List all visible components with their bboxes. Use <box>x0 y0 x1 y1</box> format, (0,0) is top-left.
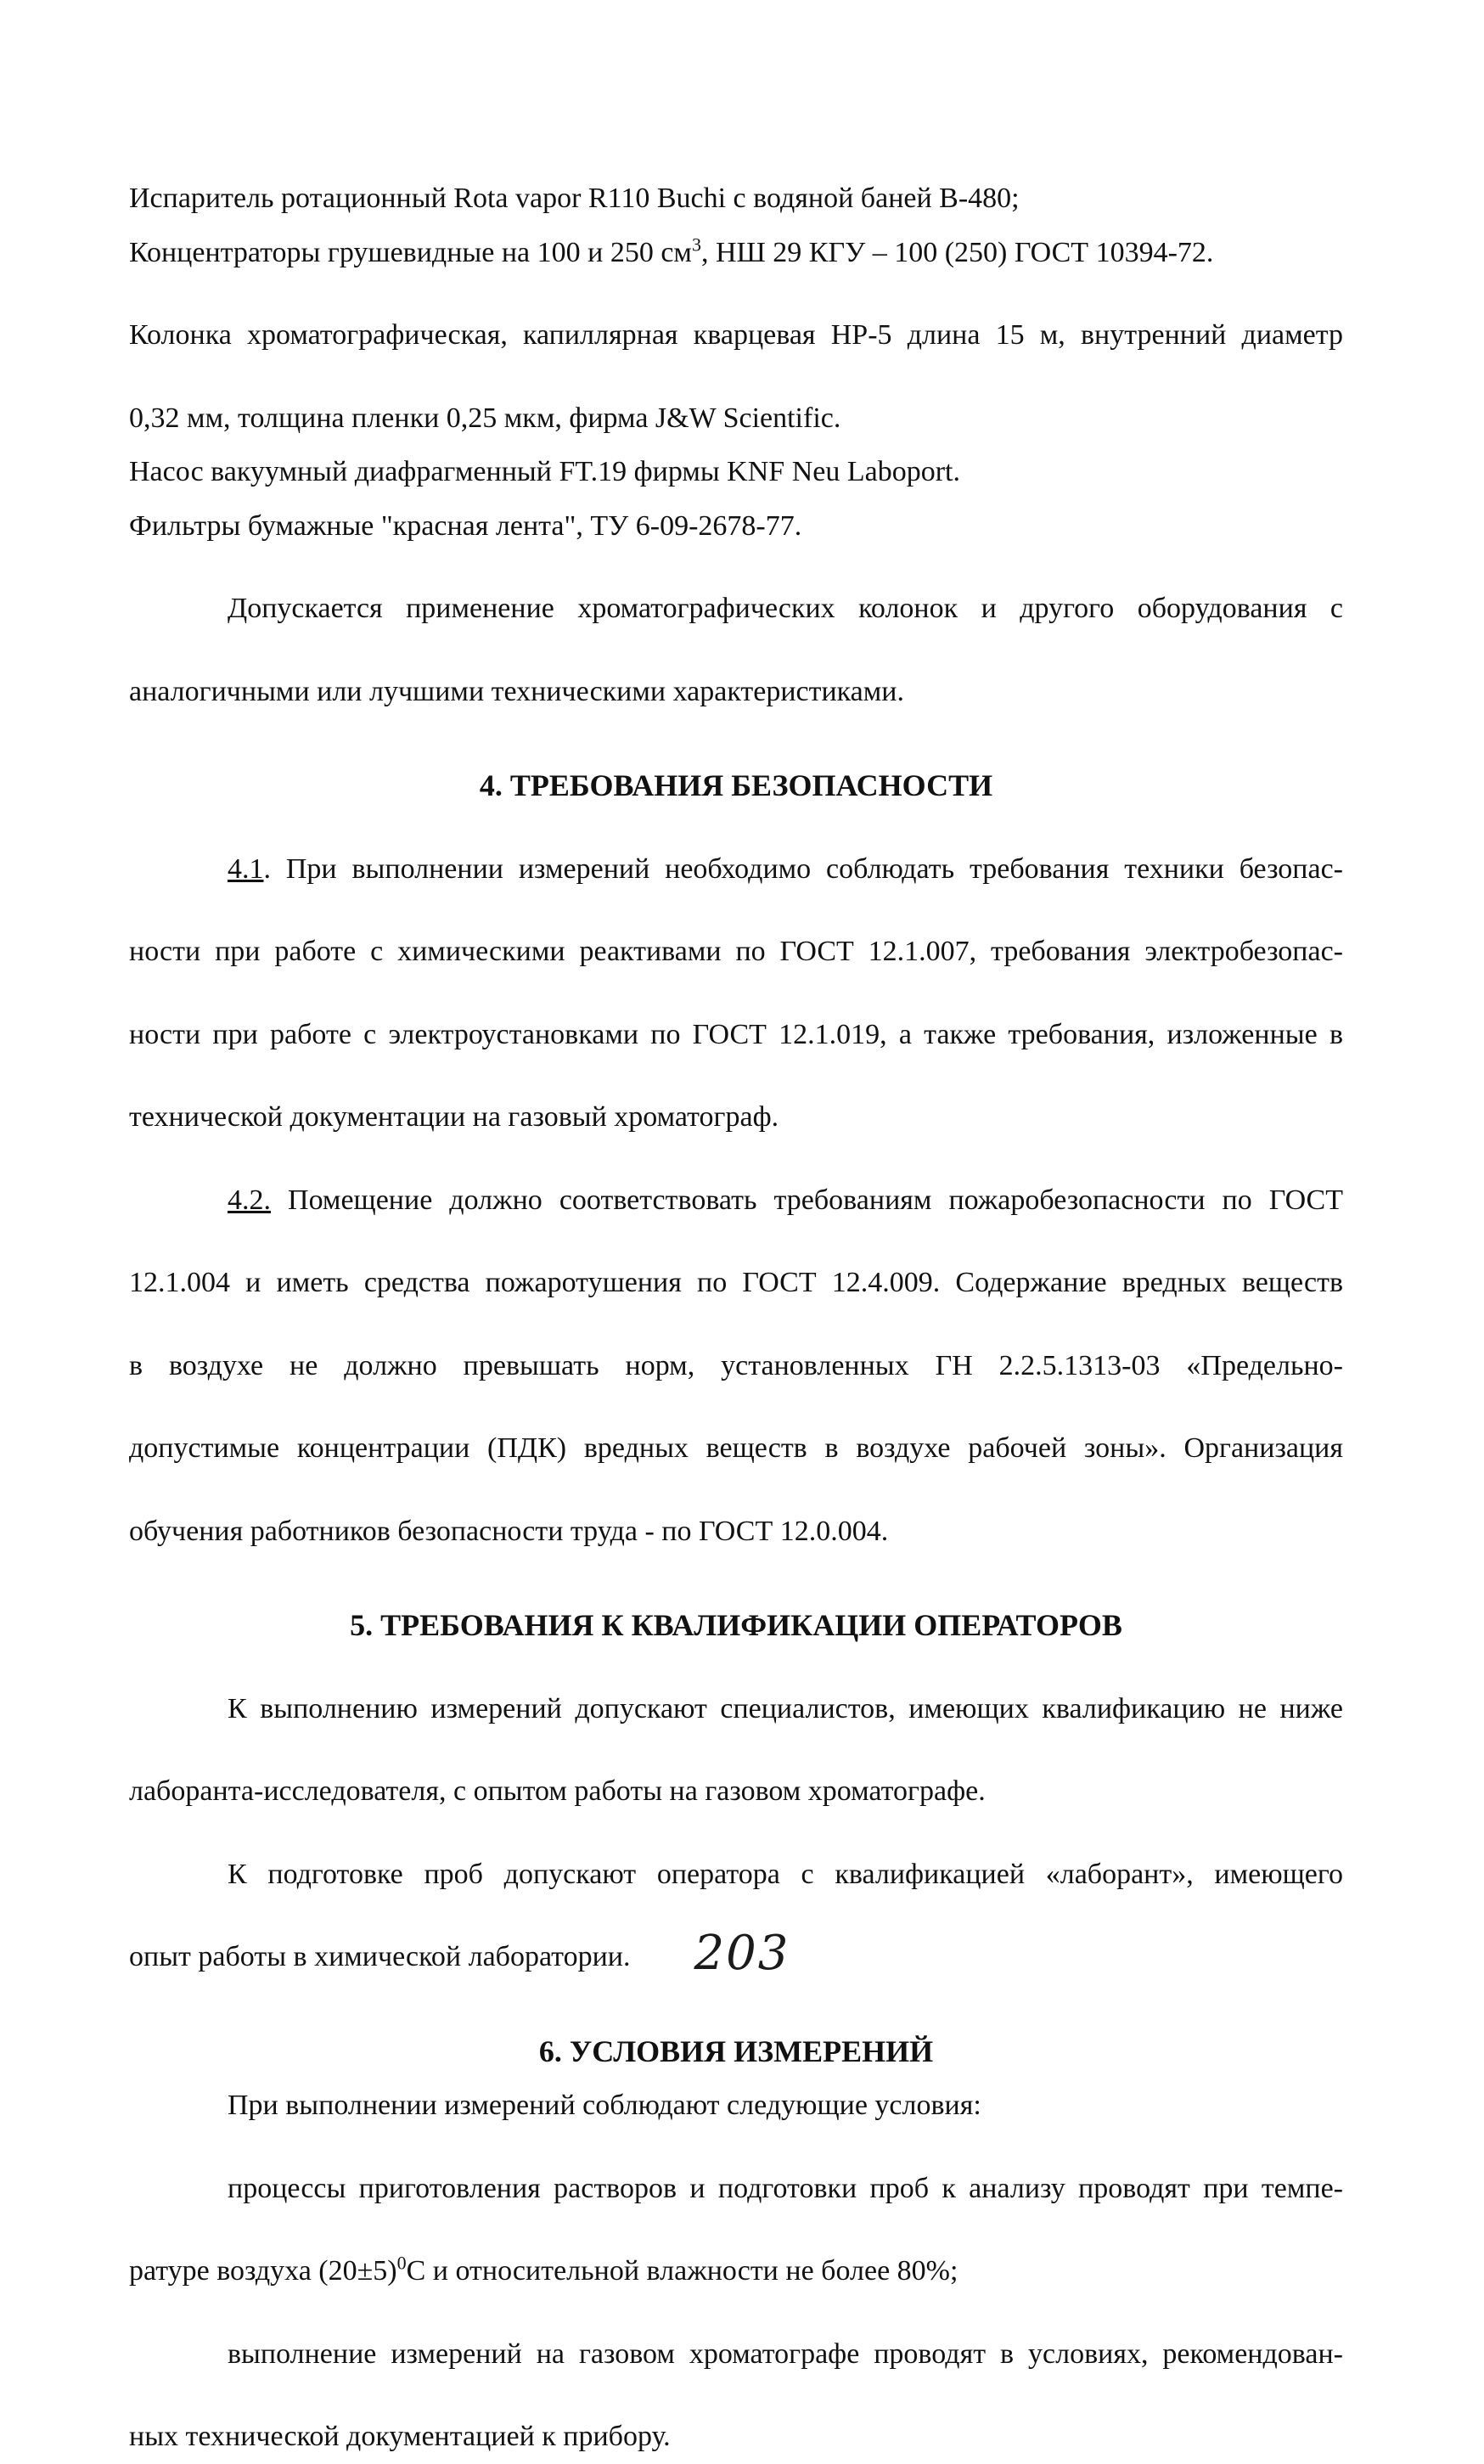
equipment-pump: Насос вакуумный диафрагменный FT.19 фирмы KNF Neu Laboport. <box>129 456 960 487</box>
spacer <box>129 1558 1343 1599</box>
section-4-p2-text: Помещение должно соответствовать требованиям пожаробезопасности по ГОСТ <box>271 1184 1343 1216</box>
concentrators-text: Концентраторы грушевидные на 100 и 250 см <box>129 236 692 268</box>
section-4-p2-line3: в воздухе не должно превышать норм, установленных ГН 2.2.5.1313-03 «Предельно- <box>129 1349 1343 1381</box>
section-6-p2-line1: выполнение измерений на газовом хроматографе проводят в условиях, рекомендован- <box>228 2337 1343 2370</box>
equipment-allowed-line1: Допускается применение хроматографических колонок и другого оборудования с <box>228 593 1343 624</box>
equipment-concentrators <box>129 226 1343 280</box>
section-4-p2-line5: обучения работников безопасности труда - по ГОСТ 12.0.004. <box>129 1515 889 1547</box>
equipment-evaporator: Испаритель ротационный Rota vapor R110 Buchi с водяной баней В-480; <box>129 183 1020 214</box>
equipment-column-line1: Колонка хроматографическая, капиллярная кварцевая HP-5 длина 15 м, внутренний диаметр <box>129 319 1343 351</box>
clause-number-4-2: 4.2. <box>228 1184 271 1216</box>
section-5-p1-line1: К выполнению измерений допускают специалистов, имеющих квалификацию не ниже <box>228 1692 1343 1724</box>
section-6-p1-line2 <box>129 2244 1343 2298</box>
spacer <box>129 718 1343 759</box>
section-6-p2-line2: ных технической документацией к прибору. <box>129 2421 671 2452</box>
section-4-heading: 4. ТРЕБОВАНИЯ БЕЗОПАСНОСТИ <box>479 768 993 802</box>
section-4-p1-text: . При выполнении измерений необходимо соблюдать требования техники безопас- <box>263 852 1343 885</box>
section-4-p1-line2: ности при работе с химическими реактивами по ГОСТ 12.1.007, требования электробезопас- <box>129 936 1343 967</box>
section-5-p2-line2: опыт работы в химической лаборатории. <box>129 1941 631 1972</box>
degree-superscript: 0 <box>396 2252 407 2274</box>
page-number: 203 <box>694 1926 790 1981</box>
section-5-heading: 5. ТРЕБОВАНИЯ К КВАЛИФИКАЦИИ ОПЕРАТОРОВ <box>350 1608 1122 1642</box>
section-5-p1-line2: лаборанта-исследователя, с опытом работы на газовом хроматографе. <box>129 1775 986 1807</box>
concentrators-superscript: 3 <box>691 233 701 256</box>
temperature-text: ратуре воздуха (20±5) <box>129 2255 397 2287</box>
equipment-allowed-line2: аналогичными или лучшими техническими характеристиками. <box>129 675 904 707</box>
concentrators-text-end: , НШ 29 КГУ – 100 (250) ГОСТ 10394-72. <box>700 236 1214 268</box>
spacer <box>129 1984 1343 2025</box>
section-4-p2-line2: 12.1.004 и иметь средства пожаротушения по ГОСТ 12.4.009. Содержание вредных веществ <box>129 1267 1343 1298</box>
document-body <box>129 172 1343 2464</box>
equipment-column-line2: 0,32 мм, толщина пленки 0,25 мкм, фирма J&W Scientific. <box>129 402 841 434</box>
section-4-p2-line4: допустимые концентрации (ПДК) вредных веществ в воздухе рабочей зоны». Организация <box>129 1432 1343 1464</box>
section-6-p1-line1: процессы приготовления растворов и подготовки проб к анализу проводят при темпе- <box>228 2172 1343 2204</box>
temperature-text-end: С и относительной влажности не более 80%; <box>406 2255 958 2287</box>
section-4-p1-line4: технической документации на газовый хроматограф. <box>129 1101 779 1133</box>
equipment-filters: Фильтры бумажные "красная лента", ТУ 6-09-2678-77. <box>129 509 802 542</box>
clause-number-4-1: 4.1 <box>228 852 264 885</box>
section-5-p2-line1: К подготовке проб допускают оператора с квалификацией «лаборант», имеющего <box>228 1858 1343 1890</box>
section-4-p1-line1 <box>129 842 1343 897</box>
section-4-p2-line1 <box>129 1173 1343 1228</box>
section-6-intro: При выполнении измерений соблюдают следующие условия: <box>228 2090 981 2121</box>
section-4-p1-line3: ности при работе с электроустановками по ГОСТ 12.1.019, а также требования, изложенные в <box>129 1018 1343 1050</box>
section-6-heading: 6. УСЛОВИЯ ИЗМЕРЕНИЙ <box>538 2034 934 2068</box>
